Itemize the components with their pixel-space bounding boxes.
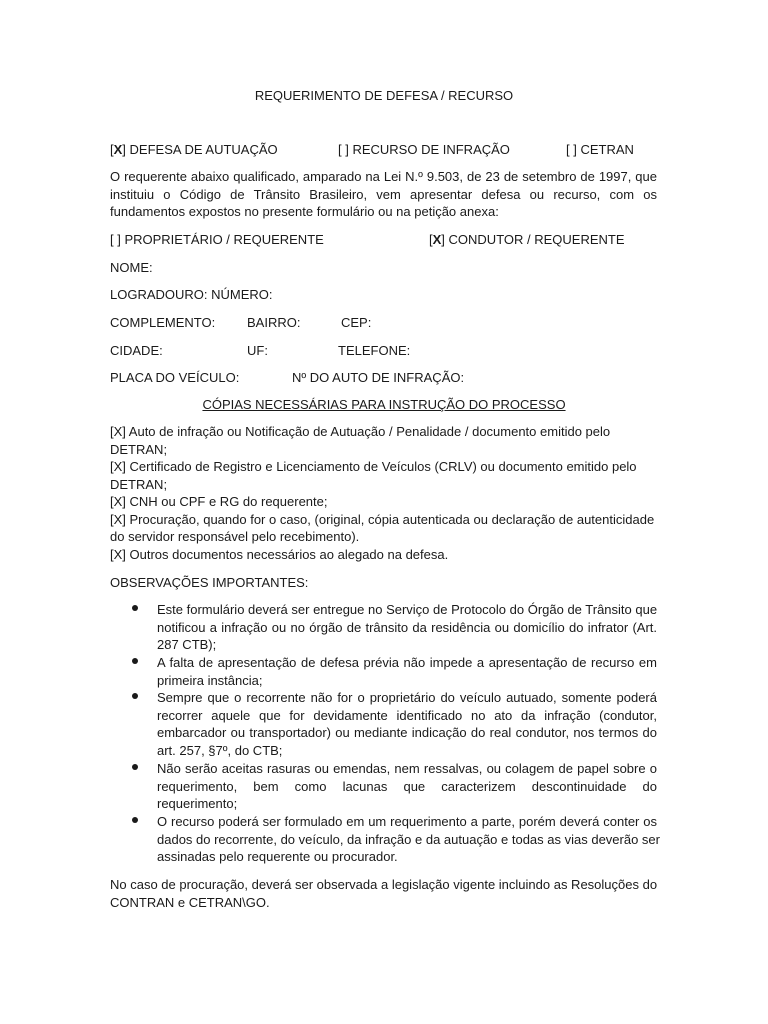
intro-paragraph bbox=[110, 168, 657, 221]
copies-line: [X] Auto de infração ou Notificação de Autuação / Penalidade / documento emitido pelo bbox=[110, 424, 611, 439]
option-defesa-label: DEFESA DE AUTUAÇÃO bbox=[125, 142, 278, 157]
obs-item bbox=[157, 654, 657, 689]
obs-line: recorrer aquele que for devidamente identificado no ato da infração (condutor, bbox=[157, 707, 657, 723]
obs-line: assinadas pelo requerente ou procurador. bbox=[157, 849, 398, 864]
obs-item bbox=[157, 689, 657, 759]
obs-line: A falta de apresentação de defesa prévia não impede a apresentação de recurso em bbox=[157, 655, 657, 670]
obs-line: Não serão aceitas rasuras ou emendas, nem ressalvas, ou colagem de papel sobre o bbox=[157, 761, 657, 776]
option-condutor: [X] CONDUTOR / REQUERENTE bbox=[429, 232, 625, 247]
obs-line: primeira instância; bbox=[157, 672, 263, 688]
bullet-icon bbox=[132, 658, 138, 664]
obs-line: art. 257, §7º, do CTB; bbox=[157, 742, 283, 758]
obs-line: requerimento; bbox=[157, 796, 238, 811]
closing-line: No caso de procuração, deverá ser observada a legislação vigente incluindo as Resoluções do bbox=[110, 877, 658, 892]
field-placa: PLACA DO VEÍCULO: bbox=[110, 370, 240, 385]
bullet-icon bbox=[132, 693, 138, 699]
option-defesa-autuacao: [X] DEFESA DE AUTUAÇÃO bbox=[110, 142, 278, 157]
obs-line: dados do recorrente, do veículo, da infração e da autuação e todas as vias deverão ser bbox=[157, 831, 660, 847]
option-condutor-label: CONDUTOR / REQUERENTE bbox=[444, 232, 625, 247]
obs-item bbox=[157, 760, 657, 813]
field-cep: CEP: bbox=[341, 315, 372, 330]
copies-line: do servidor responsável pelo recebimento). bbox=[110, 529, 360, 544]
option-proprietario: [ ] PROPRIETÁRIO / REQUERENTE bbox=[110, 232, 324, 247]
copies-heading: CÓPIAS NECESSÁRIAS PARA INSTRUÇÃO DO PROCESSO bbox=[202, 397, 566, 412]
obs-line: notificou a infração ou no órgão de trânsito da residência ou domicílio do infrator (Art. bbox=[157, 619, 657, 635]
field-bairro: BAIRRO: bbox=[247, 315, 301, 330]
copies-line: [X] Procuração, quando for o caso, (original, cópia autenticada ou declaração de autenticidade bbox=[110, 511, 655, 527]
copies-list bbox=[110, 423, 657, 563]
obs-item bbox=[157, 813, 660, 866]
field-uf: UF: bbox=[247, 343, 268, 358]
option-defesa-mark: X bbox=[113, 142, 123, 157]
intro-line: fundamentos expostos no presente formulário ou na petição anexa: bbox=[110, 204, 499, 219]
obs-line: O recurso poderá ser formulado em um requerimento a parte, porém deverá conter os bbox=[157, 814, 657, 829]
page-title: REQUERIMENTO DE DEFESA / RECURSO bbox=[254, 88, 514, 103]
option-recurso-infracao: [ ] RECURSO DE INFRAÇÃO bbox=[338, 142, 510, 157]
obs-line: requerimento, bem como lacunas que caracterizem descontinuidade do bbox=[157, 778, 657, 794]
obs-line: Sempre que o recorrente não for o proprietário do veículo autuado, somente poderá bbox=[157, 690, 657, 705]
copies-line: DETRAN; bbox=[110, 441, 168, 457]
obs-item bbox=[157, 601, 657, 654]
copies-line: [X] CNH ou CPF e RG do requerente; bbox=[110, 494, 328, 509]
obs-line: Este formulário deverá ser entregue no Serviço de Protocolo do Órgão de Trânsito que bbox=[157, 602, 658, 617]
obs-line: 287 CTB); bbox=[157, 637, 217, 652]
bullet-icon bbox=[132, 764, 138, 770]
copies-line: [X] Outros documentos necessários ao alegado na defesa. bbox=[110, 546, 449, 562]
bullet-icon bbox=[132, 605, 138, 611]
obs-line: embarcador ou transportador) ou mediante indicação do real condutor, nos termos do bbox=[157, 725, 657, 740]
field-telefone: TELEFONE: bbox=[338, 343, 411, 358]
obs-heading: OBSERVAÇÕES IMPORTANTES: bbox=[110, 575, 309, 590]
copies-line: [X] Certificado de Registro e Licenciamento de Veículos (CRLV) ou documento emitido pelo bbox=[110, 459, 637, 474]
copies-line: DETRAN; bbox=[110, 476, 168, 492]
bullet-icon bbox=[132, 817, 138, 823]
field-logradouro: LOGRADOURO: NÚMERO: bbox=[110, 287, 273, 302]
intro-line: O requerente abaixo qualificado, amparado na Lei N.º 9.503, de 23 de setembro de 1997, que bbox=[110, 169, 657, 184]
field-auto-infracao: Nº DO AUTO DE INFRAÇÃO: bbox=[292, 370, 465, 385]
option-cetran: [ ] CETRAN bbox=[566, 142, 634, 157]
field-nome: NOME: bbox=[110, 260, 153, 275]
intro-line: instituiu o Código de Trânsito Brasileiro, vem apresentar defesa ou recurso, com os bbox=[110, 186, 657, 202]
closing-line: CONTRAN e CETRAN\GO. bbox=[110, 894, 270, 910]
option-condutor-mark: X bbox=[432, 232, 442, 247]
closing-paragraph bbox=[110, 876, 657, 911]
field-complemento: COMPLEMENTO: bbox=[110, 315, 216, 330]
field-cidade: CIDADE: bbox=[110, 343, 163, 358]
